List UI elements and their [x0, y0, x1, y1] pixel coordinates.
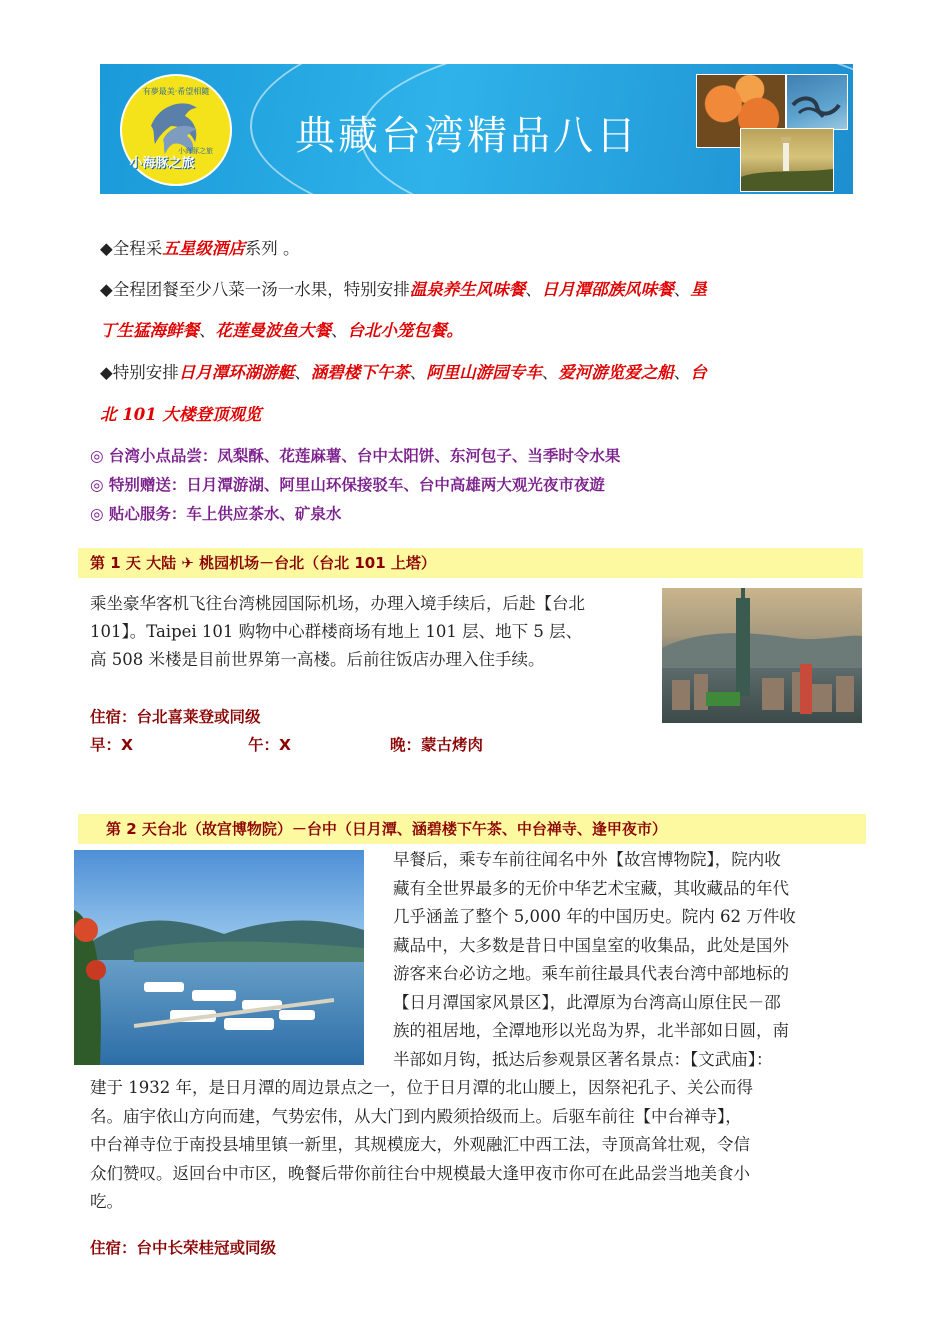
lighthouse-photo [740, 128, 834, 192]
day2-text-5: 游客来台必访之地。乘车前往最具代表台湾中部地标的 [393, 964, 789, 983]
feature-hotel: ◆全程采五星级酒店系列 。 [100, 239, 300, 258]
day2-hotel: 住宿：台中长荣桂冠或同级 [90, 1239, 277, 1257]
day1-dinner: 晚：蒙古烤肉 [390, 736, 484, 754]
day2-text-7: 族的祖居地，全潭地形以光岛为界，北半部如日圆，南 [393, 1021, 789, 1040]
feature-meals-cont: 丁生猛海鲜餐、花莲曼波鱼大餐、台北小笼包餐。 [100, 321, 463, 340]
day2-text-1: 早餐后，乘专车前往闻名中外【故宫博物院】，院内收 [393, 850, 781, 869]
day2-text-12: 众们赞叹。返回台中市区，晚餐后带你前往台中规模最大逢甲夜市你可在此品尝当地美食小 [90, 1163, 750, 1183]
day1-breakfast: 早：X [90, 736, 133, 754]
coast-photo [786, 74, 848, 130]
feature-meals: ◆全程团餐至少八菜一汤一水果，特别安排温泉养生风味餐、日月潭邵族风味餐、垦 [100, 280, 707, 299]
day2-text-4: 藏品中，大多数是昔日中国皇室的收集品，此处是国外 [393, 935, 789, 955]
taipei101-photo [662, 588, 862, 723]
day2-text-9: 建于 1932 年，是日月潭的周边景点之一，位于日月潭的北山腰上，因祭祀孔子、关公而得 [90, 1078, 753, 1097]
day1-hotel: 住宿：台北喜莱登或同级 [90, 708, 261, 726]
bullet-icon: ◆ [100, 280, 113, 299]
extra-gifts: ◎ 特别赠送：日月潭游湖、阿里山环保接驳车、台中高雄两大观光夜市夜遊 [90, 476, 605, 494]
sun-moon-lake-photo [74, 850, 364, 1065]
logo-subtitle: 小海豚之旅 [178, 147, 213, 155]
day2-text-8: 半部如月钩，抵达后参观景区著名景点：【文武庙】： [393, 1049, 773, 1069]
day2-text-6: 【日月潭国家风景区】，此潭原为台湾高山原住民－邵 [393, 992, 781, 1012]
header-banner [100, 64, 853, 194]
day1-text-2: 101】。Taipei 101 购物中心群楼商场有地上 101 层、地下 5 层、 [90, 622, 583, 641]
extra-services: ◎ 贴心服务：车上供应茶水、矿泉水 [90, 505, 342, 523]
bullet-icon: ◆ [100, 363, 113, 382]
day1-header: 第 1 天 大陆 ✈ 桃园机场－台北（台北 101 上塔） [78, 548, 863, 578]
feature-activities: ◆特别安排日月潭环湖游艇、涵碧楼下午茶、阿里山游园专车、爱河游览爱之船、台 [100, 363, 707, 382]
day2-text-11: 中台禅寺位于南投县埔里镇一新里，其规模庞大，外观融汇中西工法，寺顶高耸壮观，令信 [90, 1135, 750, 1154]
feature-activities-cont: 北 101 大楼登顶观览 [100, 405, 262, 424]
day2-header: 第 2 天台北（故宫博物院）－台中（日月潭、涵碧楼下午茶、中台禅寺、逢甲夜市） [78, 814, 866, 844]
day2-full-text [90, 1074, 753, 1217]
logo-name: 小海豚之旅 [129, 156, 195, 171]
day1-lunch: 午：X [248, 736, 291, 754]
day2-side-text [393, 846, 796, 1074]
day1-text-1: 乘坐豪华客机飞往台湾桃园国际机场，办理入境手续后，后赴【台北 [90, 594, 585, 613]
bullet-icon: ◆ [100, 239, 113, 258]
page-title: 典藏台湾精品八日 [295, 113, 639, 159]
day2-text-2: 藏有全世界最多的无价中华艺术宝藏，其收藏品的年代 [393, 878, 789, 898]
day2-text-3: 几乎涵盖了整个 5,000 年的中国历史。院内 62 万件收 [393, 907, 796, 926]
extra-snacks: ◎ 台湾小点品尝：凤梨酥、花莲麻薯、台中太阳饼、东河包子、当季时令水果 [90, 447, 621, 465]
day2-text-13: 吃。 [90, 1192, 123, 1211]
day1-text-3: 高 508 米楼是目前世界第一高楼。后前往饭店办理入住手续。 [90, 650, 545, 669]
day2-text-10: 名。庙宇依山方向而建，气势宏伟，从大门到内殿须拾级而上。后驱车前往【中台禅寺】， [90, 1106, 742, 1126]
logo-slogan: 有夢最美·希望相隨 [142, 87, 210, 96]
